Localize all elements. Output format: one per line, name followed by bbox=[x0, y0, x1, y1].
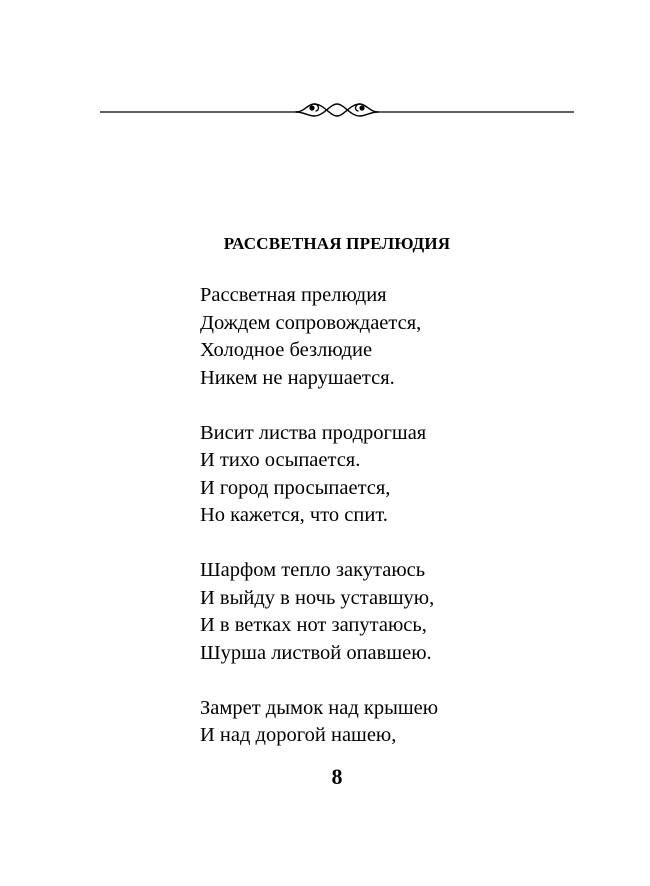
poem-line: И город просыпается, bbox=[200, 476, 391, 499]
poem-body bbox=[200, 282, 620, 750]
stanza-2 bbox=[200, 420, 620, 530]
poem-line: Но кажется, что спит. bbox=[200, 504, 388, 526]
page-number: 8 bbox=[331, 764, 343, 789]
poem-line: И над дорогой нашею, bbox=[200, 724, 397, 746]
poem-line: Замрет дымок над крышею bbox=[200, 696, 439, 719]
poem-line: Висит листва продрогшая bbox=[200, 421, 427, 444]
stanza-3 bbox=[200, 557, 620, 667]
poem-line: И в ветках нот запутаюсь, bbox=[200, 614, 427, 636]
poem-line: И тихо осыпается. bbox=[200, 449, 361, 471]
header-ornament-divider bbox=[100, 94, 574, 118]
poem-line: И выйду в ночь уставшую, bbox=[200, 586, 435, 609]
flourish-ornament bbox=[296, 104, 378, 116]
poem-line: Дождем сопровождается, bbox=[200, 311, 422, 334]
stanza-1 bbox=[200, 282, 620, 392]
stanza-4 bbox=[200, 695, 620, 750]
poem-line: Шурша листвой опавшею. bbox=[200, 641, 432, 664]
poem-line: Рассветная прелюдия bbox=[200, 284, 387, 306]
poem-line: Шарфом тепло закутаюсь bbox=[200, 559, 426, 581]
poem-title: РАССВЕТНАЯ ПРЕЛЮДИЯ bbox=[223, 234, 451, 253]
poem-line: Никем не нарушается. bbox=[200, 366, 395, 389]
poem-line: Холодное безлюдие bbox=[200, 339, 373, 361]
